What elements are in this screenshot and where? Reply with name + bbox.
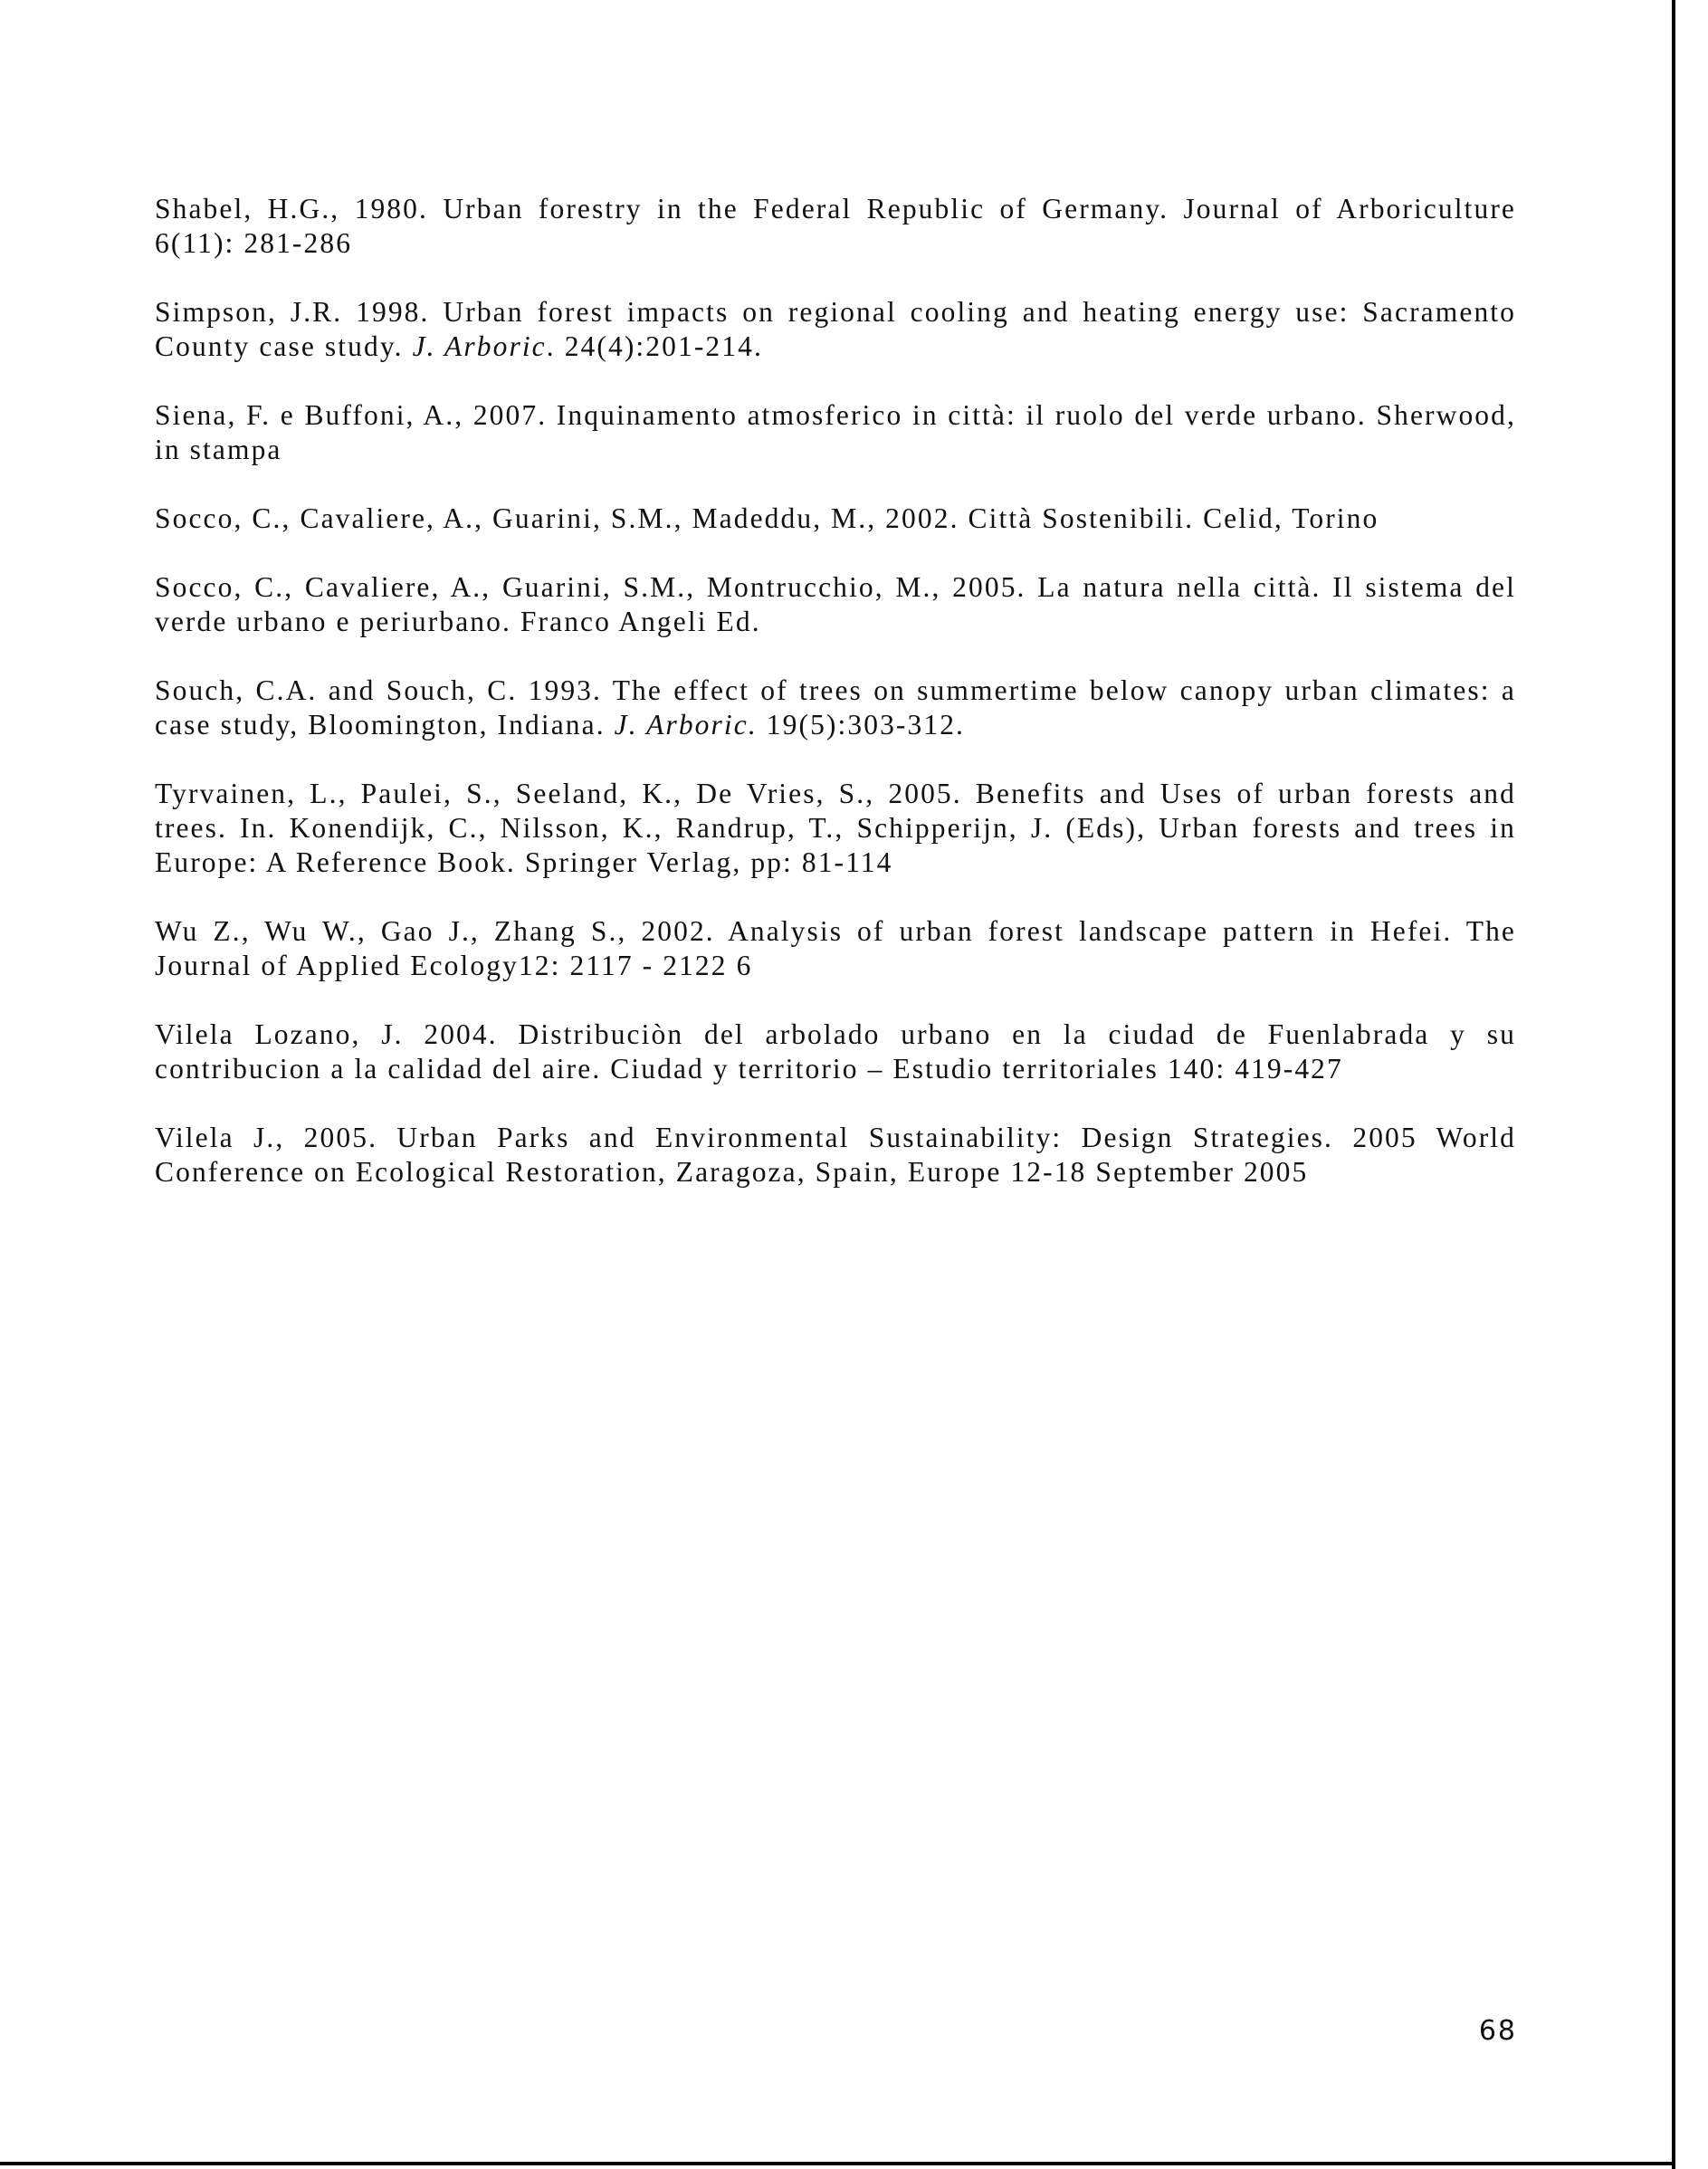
- page-number: 68: [1478, 2015, 1517, 2047]
- reference-entry: [155, 570, 1516, 639]
- reference-entry: [155, 674, 1516, 742]
- reference-list: [155, 192, 1516, 1224]
- reference-text: Vilela Lozano, J. 2004. Distribuciòn del arbolado urbano en la ciudad de Fuenlabrada y su contribucion a la calidad del aire. Ciudad y territorio – Estudio territoriales 140: 419-427: [155, 1018, 1516, 1084]
- reference-text: Vilela J., 2005. Urban Parks and Environmental Sustainability: Design Strategies. 2005 World Conference on Ecological Restoration, Zaragoza, Spain, Europe 12-18 September 2005: [155, 1122, 1516, 1188]
- reference-text: Wu Z., Wu W., Gao J., Zhang S., 2002. Analysis of urban forest landscape pattern in Hefei. The Journal of Applied Ecology12: 2117 - 2122 6: [155, 915, 1516, 981]
- reference-text: Siena, F. e Buffoni, A., 2007. Inquinamento atmosferico in città: il ruolo del verde urbano. Sherwood, in stampa: [155, 399, 1516, 465]
- reference-entry: [155, 1121, 1516, 1190]
- reference-text: Souch, C.A. and Souch, C. 1993. The effect of trees on summertime below canopy urban climates: a case study, Bloomington, Indiana.: [155, 674, 1516, 741]
- reference-entry: [155, 295, 1516, 364]
- reference-text: Simpson, J.R. 1998. Urban forest impacts on regional cooling and heating energy use: Sacramento County case study.: [155, 296, 1516, 362]
- reference-text-tail: . 24(4):201-214.: [546, 330, 763, 362]
- page-border-right: [1672, 0, 1675, 2169]
- reference-entry: [155, 777, 1516, 880]
- reference-text-tail: 19(5):303-312.: [757, 709, 966, 741]
- reference-text: Socco, C., Cavaliere, A., Guarini, S.M., Montrucchio, M., 2005. La natura nella città. Il sistema del verde urbano e periurbano. Franco Angeli Ed.: [155, 571, 1516, 637]
- reference-entry: [155, 192, 1516, 261]
- reference-text: Tyrvainen, L., Paulei, S., Seeland, K., De Vries, S., 2005. Benefits and Uses of urban forests and trees. In. Konendijk, C., Nilsson, K., Randrup, T., Schipperijn, J. (Eds), Urban forests and trees in Europe: A Reference Book. Springer Verlag, pp: 81-114: [155, 778, 1516, 878]
- reference-journal-italic: J. Arboric.: [614, 709, 758, 741]
- reference-text: Shabel, H.G., 1980. Urban forestry in the Federal Republic of Germany. Journal of Arboriculture 6(11): 281-286: [155, 193, 1516, 259]
- reference-entry: [155, 502, 1516, 536]
- reference-entry: [155, 914, 1516, 983]
- reference-journal-italic: J. Arboric: [412, 330, 547, 362]
- reference-text: Socco, C., Cavaliere, A., Guarini, S.M., Madeddu, M., 2002. Città Sostenibili. Celid, Torino: [155, 502, 1379, 534]
- reference-entry: [155, 398, 1516, 467]
- page-border-bottom: [0, 2162, 1675, 2165]
- reference-entry: [155, 1018, 1516, 1086]
